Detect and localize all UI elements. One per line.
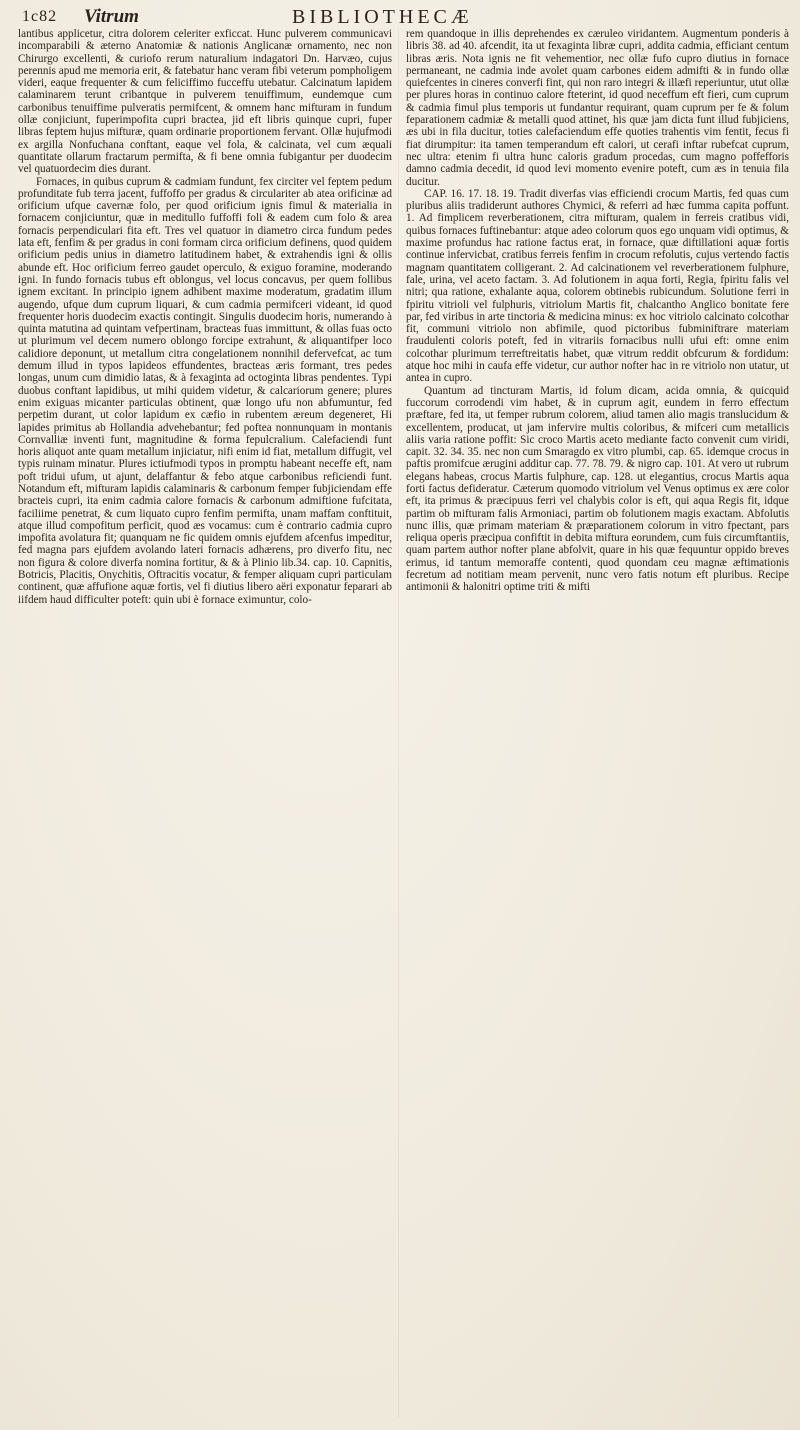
paragraph: CAP. 16. 17. 18. 19. Tradit diverfas vias efficiendi crocum Martis, fed quas cum pluribus aliis tradiderunt authores Chymici, & referri ad hæc fumma capita poffunt. 1. Ad fimplicem reverberationem, citra mifturam, qualem in ferreis cratibus vidi, quibus fornaces fuftinebantur: atque adeo colorum quos ego unquam vidi optimus, & maxime profundus hac ratione factus erat, in fornace, quæ diftillationi aquæ fortis continue infervicbat, cratibus ferreis fenfim in crocum refolutis, cujus vertendo factis magnam quantitatem colligerant. 2. Ad calcinationem vel reverberationem fulphure, fale, urina, vel aceto factam. 3. Ad folutionem in aqua forti, Regia, fpiritu falis vel nitri; qua ratione, exhalante aqua, colorem obtinebis rubicundum. Solutione ferri in fpiritu vitrioli vel fulphuris, vitriolum Martis fit, chalcantho Anglico bonitate fere par, fed viribus in arte tinctoria & medicina minus: ex hoc vitriolo calcinato colcothar fit, communi vitriolo non abfimile, quod pictoribus fubminiftrare materiam fraudulenti coloris poteft, fed in vitrariis fornacibus nulli ufui eft: omne enim colcothar plurimum terreftreitatis habet, quæ vitrum reddit obfcurum & fordidum: atque hoc mihi in caufa effe videtur, cur author nofter hac in re vitriolo non utatur, ut antea in cupro. [406,187,789,385]
paragraph: lantibus applicetur, citra dolorem celeriter exficcat. Hunc pulverem communicavi incomparabili & æterno Anatomiæ & nationis Anglicanæ ornamento, nec non Chirurgo excellenti, & curiofo rerum naturalium indagatori Dn. Harvæo, cujus perennis apud me memoria erit, & fatebatur hanc veram fibi veterum pompholigem videri, eaque frequenter & cum feliciffimo fucceffu utebatur. Calcinatum lapidem calaminarem terunt cribantque in pulverem tenuiffimum, eundemque cum carbonibus tenuiffime pulveratis permifcent, & omnem hanc mifturam in fundum ollæ conjiciunt, fuperimpofita cupri bractea, jid eft libris quinque cupri, fuper libras feptem hujus mifturæ, quam ordinarie proportionem fervant. Ollæ hujufmodi ex argilla Nonfuchana conftant, eaque vel fola, & calcinata, vel cum æquali quantitate ollarum fractarum permifta, & fi bene omnia fubigantur per duodecim vel quatuordecim dies durant. [18,28,392,176]
paragraph: Fornaces, in quibus cuprum & cadmiam fundunt, fex circiter vel feptem pedum profunditate fub terra jacent, fuffoffo per gradus & circulariter ab atea orificinæ ad orificium ufque cavernæ folo, per quod orificium ignis fimul & materialia in fornacem conjiciuntur, quæ in meditullo fuffoffi foli & eadem cum folo & area fornacis perpendiculari fita eft. Tres vel quatuor in diametro circa fundum pedes lata eft, fenfim & per gradus in coni formam circa orificium definens, quod quidem orificium pedis unius in diametro latitudinem habet, & extrahendis igni & ollis abunde eft. Hoc orificium ferreo gaudet operculo, & exiguo foramine, moderando igni. In fundo fornacis tubus eft oblongus, vel locus concavus, per quem follibus ignem excitant. In principio ignem adhibent maxime moderatum, gradatim illum augendo, ufque dum cuprum liquari, & cum cadmia permifceri videant, id quod frequenter horis duodecim exactis contingit. Singulis duodecim horis, numerando à quinta matutina ad quintam vefpertinam, bracteas fuas immittunt, & ollas fuas octo ut plurimum vel decem numero oblongo forcipe extrahunt, & aliquantifper loco calidiore deponunt, ut metallum citra congelationem nonnihil defervefcat, ac tum demum illud in typos lapideos effundentes, bracteas æris formant, tres pedes longas, unum cum dimidio latas, & à fexaginta ad octoginta libras pendentes. Typi duobus conftant lapidibus, ut mihi quidem videtur, & calcariorum genere; plures enim exiguas micanter particulas obtinent, quæ longo ufu non abfumuntur, fed perpetim durant, ut color lapidum ex cæfio in rubentem æreum degeneret, Hi lapides primitus ab Hollandia advehebantur; fed poftea nonnunquam in montanis Cornvalliæ inventi funt, magnitudine & forma fepulcralium. Calefaciendi funt horis aliquot ante quam metallum injiciatur, nifi enim id fiat, metallum diffugit, vel typis ruinam minatur. Plures ictiufmodi typos in promptu habeant neceffe eft, nam poft tridui ufum, ut ajunt, delaffantur & febo atque carbonibus reficiendi funt. Notandum eft, mifturam lapidis calaminaris & carbonum femper fubjiciendam effe bracteis cupri, ita enim cadmia calore fornacis & carbonum admiftione fufcitata, faciliime penetrat, & cum liquato cupro fenfim permifta, unam maffam conftituit, atque illud compofitum perficit, quod æs vocamus: cum è contrario cadmia cupro impofita avolatura fit; quanquam ne fic quidem omnis ejufdem afcenfus impeditur, fed magna pars ejufdem avolando lateri fornacis adhærens, pro diverfo fitu, nec non figura & colore diverfa nomina fortitur, & & à Plinio lib.34. cap. 10. Capnitis, Botricis, Placitis, Onychitis, Oftracitis vocatur, & femper aliquam cupri particulam continent, quæ affufione aquæ fortis, vel fi diutius libero aëri exponatur feparari ab iifdem haud difficulter poteft: quin ubi è fornace eximuntur, colo- [18,175,392,606]
column-gutter [398,28,399,1418]
left-column [18,28,392,1418]
running-title: BIBLIOTHECÆ [292,6,473,28]
paragraph: rem quandoque in illis deprehendes ex cæruleo viridantem. Augmentum ponderis à libris 38. ad 40. afcendit, ita ut fexaginta libræ cupri, addita cadmia, efficiant centum libras æris. Nota ignis ne fit vehementior, nec ollæ fufo cupro diutius in fornace permaneant, ne cadmia inde avolet quam carbones eidem admifti & in fundo ollæ quiefcentes in cineres converfi fint, qui non raro integri & illæfi reperiuntur, utut ollæ per plures horas in continuo calore fteterint, id quod neceffum eft fieri, cum cuprum & cadmia fimul plus temporis ut fundantur requirant, quam cuprum per fe & folum feparationem cadmiæ & metalli quod attinet, his quæ jam dicta funt illud fubjiciens, æs ubi in fila ducitur, toties calefaciendum effe quoties trahentis vim fentit, fecus fi fiat dirumpitur: ita tamen temperandum eft calori, ut cerafi inftar rubefcat cuprum, nec ultra: etenim fi ultra hunc caloris gradum procedas, cum magno poffefforis damno cadmia decedit, id quod levi momento evenire poteft, cum æs in tenuia fila ducitur. [406,28,789,188]
right-column [406,28,789,1418]
running-word: Vitrum [84,6,139,27]
page-number: 1c82 [22,8,58,25]
paragraph: Quantum ad tincturam Martis, id folum dicam, acida omnia, & quicquid fuccorum corrodendi vim habet, & in cuprum agit, eundem in ferro effectum præftare, fed ita, ut femper rubrum colorem, aliud tamen alio magis translucidum & excellentem, producat, ut jam infervire multis coloribus, & mifceri cum metallicis aliis varia ratione poffit: Sic croco Martis aceto mediante facto convenit cum viridi, capit. 32. 34. 35. nec non cum Smaragdo ex vitro plumbi, cap. 65. idemque crocus in paftis promifcue ærugini additur cap. 77. 78. 79. & nigro cap. 101. At vero ut rubrum elegans habeas, crocus Martis fulphure, cap. 128. ut elegantius, crocus Martis aqua forti factus defideratur. Cæterum quomodo vitriolum vel Venus optimus ex ære color eft, ita primus & præcipuus ferri vel chalybis color is eft, qui aqua Regis fit, idque partim ob mifturam falis Armoniaci, partim ob folutionem magis exactam. Abfolutis nunc illis, quæ primam materiam & præparationem colorum in vitro fpectant, pars reliqua operis præcipua confiftit in debita miftura eorundem, cum fuis circumftantiis, quam partem author nofter plane abfolvit, quare in his quæ fequuntur oppido breves erimus, id tantum memoraffe contenti, quod quondam ceu magnæ æftimationis fecretum ad notitiam meam pervenit, nunc vero fatis notum eft pluribus. Recipe antimonii & halonitri optime triti & mifti [406,384,789,594]
